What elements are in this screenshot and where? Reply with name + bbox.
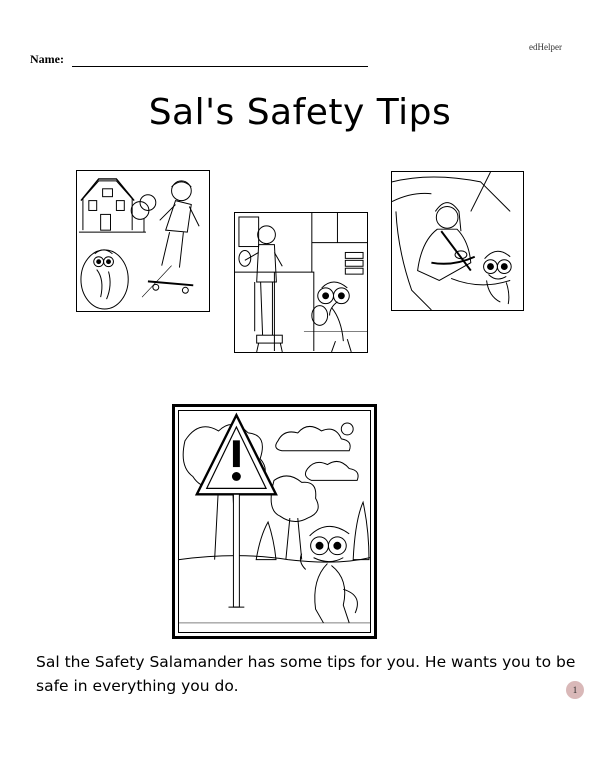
name-write-line[interactable]: [72, 54, 368, 67]
page-number-badge: 1: [566, 681, 584, 699]
illustration-inner-frame: [178, 410, 371, 633]
brand-label: edHelper: [529, 42, 562, 52]
name-field-row: [30, 52, 368, 67]
body-text: Sal the Safety Salamander has some tips for you. He wants you to be safe in everything you do.: [36, 653, 576, 695]
page-title: Sal's Safety Tips: [148, 92, 452, 133]
name-label: Name:: [30, 52, 64, 66]
warning-sign-illustration: [172, 404, 377, 639]
skateboard-illustration: [76, 170, 210, 312]
seatbelt-illustration: [391, 171, 524, 311]
stool-kitchen-illustration: [234, 212, 368, 353]
